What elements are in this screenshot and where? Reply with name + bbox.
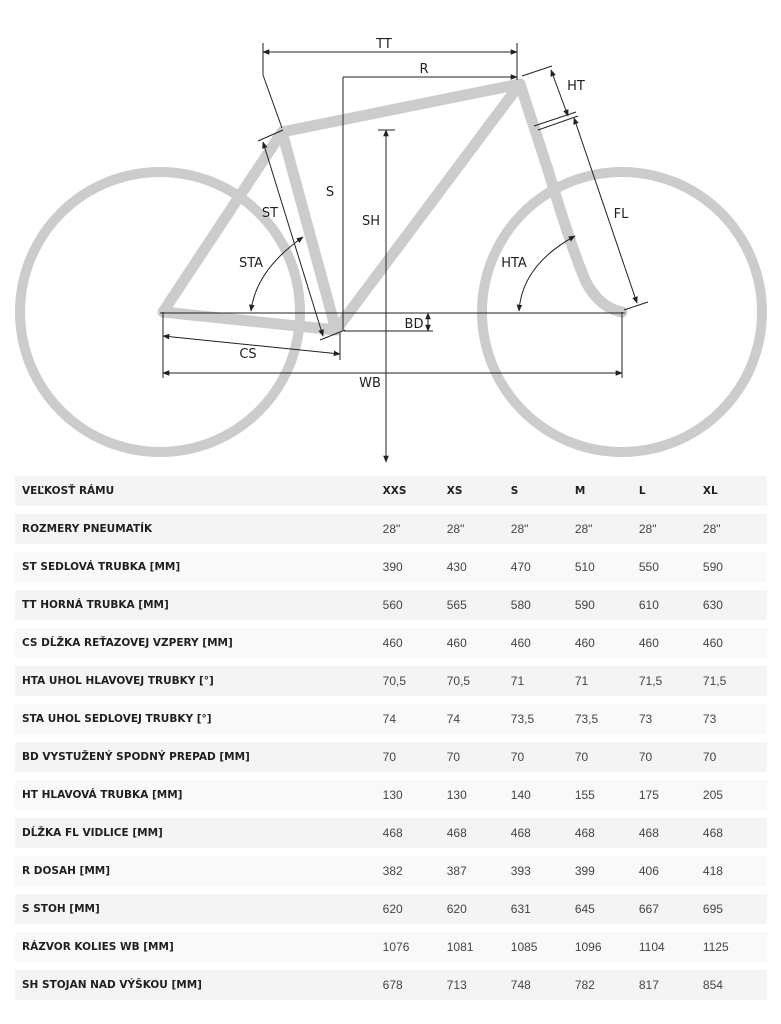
cell-value: 382 [383, 856, 447, 894]
label-bd: BD [404, 317, 424, 332]
cell-value: 468 [639, 818, 703, 856]
label-tt: TT [376, 37, 392, 52]
cell-value: 510 [575, 552, 639, 590]
cell-value: 406 [639, 856, 703, 894]
cell-value: 70,5 [383, 666, 447, 704]
cell-value: 590 [703, 552, 767, 590]
label-ht: HT [567, 79, 585, 94]
row-label: ROZMERY PNEUMATÍK [15, 514, 383, 552]
cell-value: 713 [447, 970, 511, 1008]
cell-value: 155 [575, 780, 639, 818]
cell-value: 175 [639, 780, 703, 818]
cell-value: 631 [511, 894, 575, 932]
bike-frame [163, 84, 622, 330]
cell-value: 28" [383, 514, 447, 552]
geometry-table [15, 476, 767, 1008]
cell-value: 387 [447, 856, 511, 894]
table-row [15, 780, 767, 818]
label-sh: SH [361, 214, 381, 229]
cell-value: 70 [575, 742, 639, 780]
cell-value: 205 [703, 780, 767, 818]
label-hta: HTA [501, 256, 527, 271]
header-size-xxs: XXS [383, 476, 447, 514]
cell-value: 460 [383, 628, 447, 666]
cell-value: 28" [447, 514, 511, 552]
cell-value: 1081 [447, 932, 511, 970]
cell-value: 550 [639, 552, 703, 590]
table-row [15, 666, 767, 704]
cell-value: 460 [639, 628, 703, 666]
cell-value: 393 [511, 856, 575, 894]
cell-value: 1085 [511, 932, 575, 970]
cell-value: 468 [447, 818, 511, 856]
cell-value: 610 [639, 590, 703, 628]
row-label: R DOSAH [MM] [15, 856, 383, 894]
cell-value: 71,5 [703, 666, 767, 704]
cell-value: 468 [703, 818, 767, 856]
cell-value: 73,5 [511, 704, 575, 742]
header-size-label: VEĽKOSŤ RÁMU [15, 476, 383, 514]
cell-value: 854 [703, 970, 767, 1008]
cell-value: 468 [575, 818, 639, 856]
cell-value: 560 [383, 590, 447, 628]
header-size-l: L [639, 476, 703, 514]
cell-value: 73 [703, 704, 767, 742]
cell-value: 71,5 [639, 666, 703, 704]
cell-value: 565 [447, 590, 511, 628]
row-label: HT HLAVOVÁ TRUBKA [MM] [15, 780, 383, 818]
cell-value: 468 [383, 818, 447, 856]
cell-value: 1125 [703, 932, 767, 970]
label-s: S [325, 185, 335, 200]
row-label: RÁZVOR KOLIES WB [MM] [15, 932, 383, 970]
cell-value: 460 [447, 628, 511, 666]
cell-value: 460 [703, 628, 767, 666]
table-header-row [15, 476, 767, 514]
table-row [15, 970, 767, 1008]
cell-value: 580 [511, 590, 575, 628]
cell-value: 620 [447, 894, 511, 932]
bike-geometry-diagram [0, 0, 781, 470]
row-label: CS DĹŽKA REŤAZOVEJ VZPERY [MM] [15, 628, 383, 666]
cell-value: 782 [575, 970, 639, 1008]
cell-value: 28" [575, 514, 639, 552]
cell-value: 74 [447, 704, 511, 742]
label-cs: CS [239, 347, 257, 362]
cell-value: 817 [639, 970, 703, 1008]
label-sta: STA [238, 256, 264, 271]
header-size-xs: XS [447, 476, 511, 514]
cell-value: 667 [639, 894, 703, 932]
cell-value: 140 [511, 780, 575, 818]
cell-value: 70 [447, 742, 511, 780]
cell-value: 748 [511, 970, 575, 1008]
cell-value: 418 [703, 856, 767, 894]
cell-value: 399 [575, 856, 639, 894]
cell-value: 390 [383, 552, 447, 590]
cell-value: 73 [639, 704, 703, 742]
cell-value: 460 [575, 628, 639, 666]
cell-value: 74 [383, 704, 447, 742]
cell-value: 620 [383, 894, 447, 932]
cell-value: 70 [511, 742, 575, 780]
cell-value: 695 [703, 894, 767, 932]
cell-value: 73,5 [575, 704, 639, 742]
table-row [15, 856, 767, 894]
cell-value: 1076 [383, 932, 447, 970]
cell-value: 70 [639, 742, 703, 780]
table-row [15, 628, 767, 666]
row-label: STA UHOL SEDLOVEJ TRUBKY [°] [15, 704, 383, 742]
table-row [15, 932, 767, 970]
header-size-xl: XL [703, 476, 767, 514]
label-wb: WB [359, 376, 381, 391]
cell-value: 70 [383, 742, 447, 780]
label-r: R [419, 62, 429, 77]
cell-value: 470 [511, 552, 575, 590]
cell-value: 590 [575, 590, 639, 628]
row-label: SH STOJAN NAD VÝŠKOU [MM] [15, 970, 383, 1008]
row-label: HTA UHOL HLAVOVEJ TRUBKY [°] [15, 666, 383, 704]
cell-value: 130 [383, 780, 447, 818]
row-label: S STOH [MM] [15, 894, 383, 932]
table-row [15, 742, 767, 780]
cell-value: 430 [447, 552, 511, 590]
cell-value: 70,5 [447, 666, 511, 704]
row-label: ST SEDLOVÁ TRUBKA [MM] [15, 552, 383, 590]
row-label: DĹŽKA FL VIDLICE [MM] [15, 818, 383, 856]
cell-value: 460 [511, 628, 575, 666]
table-row [15, 590, 767, 628]
table-row [15, 894, 767, 932]
cell-value: 1104 [639, 932, 703, 970]
cell-value: 71 [575, 666, 639, 704]
cell-value: 28" [703, 514, 767, 552]
header-size-m: M [575, 476, 639, 514]
cell-value: 28" [639, 514, 703, 552]
header-size-s: S [511, 476, 575, 514]
table-row [15, 514, 767, 552]
label-st: ST [261, 206, 279, 221]
table-row [15, 704, 767, 742]
cell-value: 130 [447, 780, 511, 818]
cell-value: 70 [703, 742, 767, 780]
cell-value: 1096 [575, 932, 639, 970]
cell-value: 468 [511, 818, 575, 856]
label-fl: FL [613, 207, 629, 222]
cell-value: 71 [511, 666, 575, 704]
cell-value: 645 [575, 894, 639, 932]
row-label: TT HORNÁ TRUBKA [MM] [15, 590, 383, 628]
cell-value: 28" [511, 514, 575, 552]
table-row [15, 818, 767, 856]
cell-value: 630 [703, 590, 767, 628]
row-label: BD VYSTUŽENÝ SPODNÝ PREPAD [MM] [15, 742, 383, 780]
cell-value: 678 [383, 970, 447, 1008]
table-row [15, 552, 767, 590]
